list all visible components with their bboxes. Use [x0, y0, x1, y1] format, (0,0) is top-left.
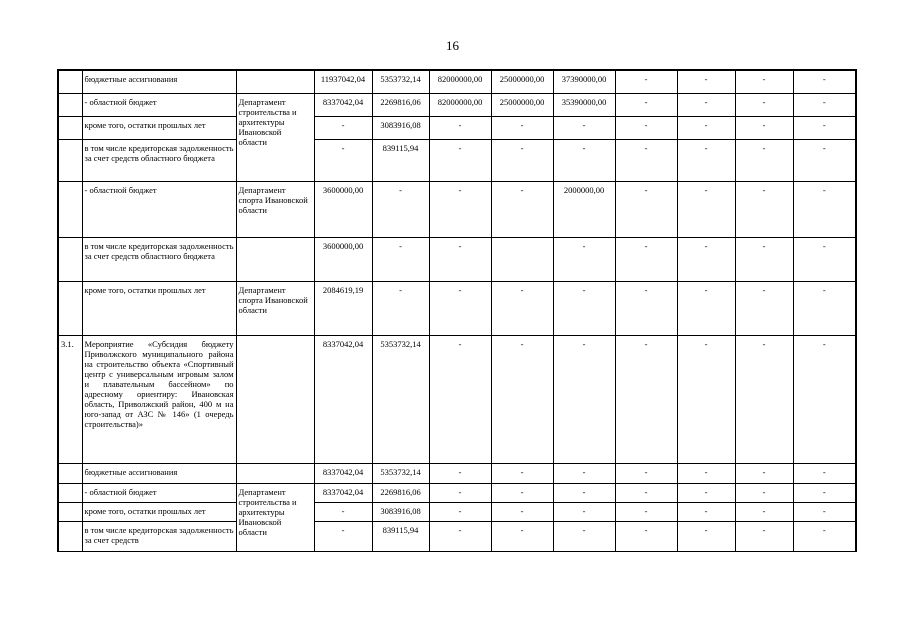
- amount-2025-cell: -: [677, 335, 735, 463]
- amount-2025-cell: -: [677, 281, 735, 335]
- table-row: [58, 463, 856, 483]
- amount-2027-cell: -: [793, 181, 856, 237]
- amount-2020-cell: 3083916,08: [372, 502, 429, 521]
- amount-2020-cell: -: [372, 237, 429, 281]
- amount-2021-cell: -: [429, 139, 491, 181]
- row-index: [58, 139, 82, 181]
- table-row: [58, 335, 856, 463]
- row-index: [58, 483, 82, 502]
- row-index: [58, 181, 82, 237]
- table-row: [58, 116, 856, 139]
- row-label: - областной бюджет: [82, 181, 236, 237]
- amount-2023-cell: -: [553, 463, 615, 483]
- amount-2026-cell: -: [735, 116, 793, 139]
- table-row: [58, 237, 856, 281]
- amount-2024-cell: -: [615, 237, 677, 281]
- amount-2022-cell: 25000000,00: [491, 93, 553, 116]
- amount-2025-cell: -: [677, 139, 735, 181]
- row-label: кроме того, остатки прошлых лет: [82, 281, 236, 335]
- amount-2022-cell: -: [491, 502, 553, 521]
- amount-2019-cell: -: [314, 521, 372, 551]
- row-index: [58, 93, 82, 116]
- amount-2025-cell: -: [677, 483, 735, 502]
- amount-2020-cell: 839115,94: [372, 139, 429, 181]
- amount-2022-cell: -: [491, 116, 553, 139]
- amount-2026-cell: -: [735, 237, 793, 281]
- row-label: в том числе кредиторская задолженность за счет средств: [82, 521, 236, 551]
- row-index: [58, 281, 82, 335]
- amount-2021-cell: 82000000,00: [429, 70, 491, 93]
- amount-2021-cell: -: [429, 502, 491, 521]
- amount-2027-cell: -: [793, 281, 856, 335]
- responsible-department-empty: [236, 463, 314, 483]
- amount-2020-cell: 5353732,14: [372, 335, 429, 463]
- amount-2027-cell: -: [793, 237, 856, 281]
- amount-2021-cell: -: [429, 181, 491, 237]
- amount-2027-cell: -: [793, 502, 856, 521]
- amount-2019-cell: 11937042,04: [314, 70, 372, 93]
- amount-2024-cell: -: [615, 70, 677, 93]
- amount-2027-cell: -: [793, 116, 856, 139]
- responsible-department-empty: [236, 70, 314, 93]
- amount-2026-cell: -: [735, 181, 793, 237]
- amount-2023-cell: -: [553, 139, 615, 181]
- row-index: 3.1.: [58, 335, 82, 463]
- amount-2021-cell: -: [429, 335, 491, 463]
- responsible-department-empty: [236, 237, 314, 281]
- amount-2026-cell: -: [735, 483, 793, 502]
- amount-2025-cell: -: [677, 502, 735, 521]
- amount-2024-cell: -: [615, 521, 677, 551]
- amount-2026-cell: -: [735, 335, 793, 463]
- amount-2027-cell: -: [793, 70, 856, 93]
- amount-2023-cell: 2000000,00: [553, 181, 615, 237]
- amount-2020-cell: 839115,94: [372, 521, 429, 551]
- amount-2023-cell: 37390000,00: [553, 70, 615, 93]
- responsible-department: Департамент строительства и архитектуры Ивановской области: [236, 483, 314, 551]
- amount-2025-cell: -: [677, 521, 735, 551]
- amount-2019-cell: 3600000,00: [314, 181, 372, 237]
- table-row: [58, 181, 856, 237]
- row-label: кроме того, остатки прошлых лет: [82, 502, 236, 521]
- table-row: [58, 502, 856, 521]
- table-row: [58, 139, 856, 181]
- amount-2019-cell: 3600000,00: [314, 237, 372, 281]
- row-label: в том числе кредиторская задолженность за счет средств областного бюджета: [82, 139, 236, 181]
- amount-2024-cell: -: [615, 502, 677, 521]
- amount-2024-cell: -: [615, 335, 677, 463]
- row-label: кроме того, остатки прошлых лет: [82, 116, 236, 139]
- amount-2025-cell: -: [677, 463, 735, 483]
- responsible-department-empty: [236, 335, 314, 463]
- amount-2021-cell: -: [429, 281, 491, 335]
- row-index: [58, 502, 82, 521]
- amount-2027-cell: -: [793, 483, 856, 502]
- row-index: [58, 237, 82, 281]
- amount-2022-cell: -: [491, 521, 553, 551]
- amount-2023-cell: -: [553, 502, 615, 521]
- amount-2025-cell: -: [677, 116, 735, 139]
- table-row: [58, 521, 856, 551]
- amount-2024-cell: -: [615, 181, 677, 237]
- amount-2024-cell: -: [615, 116, 677, 139]
- amount-2020-cell: 2269816,06: [372, 93, 429, 116]
- row-index: [58, 116, 82, 139]
- row-index: [58, 521, 82, 551]
- amount-2019-cell: -: [314, 116, 372, 139]
- amount-2021-cell: -: [429, 116, 491, 139]
- responsible-department: Департамент строительства и архитектуры Ивановской области: [236, 93, 314, 181]
- amount-2025-cell: -: [677, 70, 735, 93]
- amount-2023-cell: -: [553, 281, 615, 335]
- amount-2019-cell: -: [314, 502, 372, 521]
- amount-2024-cell: -: [615, 483, 677, 502]
- amount-2023-cell: -: [553, 521, 615, 551]
- amount-2021-cell: -: [429, 237, 491, 281]
- row-label: бюджетные ассигнования: [82, 463, 236, 483]
- amount-2027-cell: -: [793, 335, 856, 463]
- amount-2019-cell: 8337042,04: [314, 463, 372, 483]
- amount-2024-cell: -: [615, 139, 677, 181]
- amount-2022-cell: -: [491, 463, 553, 483]
- amount-2020-cell: 2269816,06: [372, 483, 429, 502]
- row-label: Мероприятие «Субсидия бюджету Приволжского муниципального района на строительство объекта «Спортивный центр с универсальным игровым залом и плавательным бассейном» по адресному ориентиру: Ивановская область, Приволжский район, 400 м на юго-запад от АЗС № 146» (1 очередь строительства)»: [82, 335, 236, 463]
- amount-2021-cell: -: [429, 521, 491, 551]
- amount-2021-cell: -: [429, 483, 491, 502]
- row-label: - областной бюджет: [82, 483, 236, 502]
- table-row: [58, 483, 856, 502]
- amount-2019-cell: 2084619,19: [314, 281, 372, 335]
- amount-2023-cell: 35390000,00: [553, 93, 615, 116]
- amount-2024-cell: -: [615, 463, 677, 483]
- amount-2027-cell: -: [793, 139, 856, 181]
- amount-2020-cell: -: [372, 181, 429, 237]
- amount-2026-cell: -: [735, 521, 793, 551]
- budget-table: [57, 69, 857, 552]
- amount-2024-cell: -: [615, 93, 677, 116]
- amount-2027-cell: -: [793, 93, 856, 116]
- amount-2022-cell: -: [491, 281, 553, 335]
- responsible-department: Департамент спорта Ивановской области: [236, 281, 314, 335]
- amount-2019-cell: 8337042,04: [314, 335, 372, 463]
- row-label: бюджетные ассигнования: [82, 70, 236, 93]
- row-label: - областной бюджет: [82, 93, 236, 116]
- amount-2027-cell: -: [793, 463, 856, 483]
- amount-2022-cell: 25000000,00: [491, 70, 553, 93]
- amount-2026-cell: -: [735, 502, 793, 521]
- table-body: [58, 70, 856, 551]
- amount-2020-cell: -: [372, 281, 429, 335]
- amount-2020-cell: 3083916,08: [372, 116, 429, 139]
- amount-2023-cell: -: [553, 116, 615, 139]
- amount-2021-cell: -: [429, 463, 491, 483]
- amount-2022-cell: [491, 237, 553, 281]
- amount-2025-cell: -: [677, 237, 735, 281]
- amount-2021-cell: 82000000,00: [429, 93, 491, 116]
- amount-2022-cell: -: [491, 483, 553, 502]
- amount-2023-cell: -: [553, 335, 615, 463]
- amount-2022-cell: -: [491, 335, 553, 463]
- responsible-department: Департамент спорта Ивановской области: [236, 181, 314, 237]
- amount-2019-cell: 8337042,04: [314, 483, 372, 502]
- amount-2027-cell: -: [793, 521, 856, 551]
- amount-2025-cell: -: [677, 181, 735, 237]
- table-row: [58, 93, 856, 116]
- amount-2022-cell: -: [491, 181, 553, 237]
- amount-2019-cell: 8337042,04: [314, 93, 372, 116]
- row-index: [58, 70, 82, 93]
- amount-2026-cell: -: [735, 463, 793, 483]
- amount-2020-cell: 5353732,14: [372, 70, 429, 93]
- amount-2026-cell: -: [735, 93, 793, 116]
- page-number: 16: [446, 38, 459, 53]
- amount-2023-cell: -: [553, 483, 615, 502]
- amount-2022-cell: -: [491, 139, 553, 181]
- row-index: [58, 463, 82, 483]
- table-row: [58, 70, 856, 93]
- amount-2026-cell: -: [735, 281, 793, 335]
- row-label: в том числе кредиторская задолженность за счет средств областного бюджета: [82, 237, 236, 281]
- amount-2026-cell: -: [735, 139, 793, 181]
- table-row: [58, 281, 856, 335]
- amount-2020-cell: 5353732,14: [372, 463, 429, 483]
- amount-2025-cell: -: [677, 93, 735, 116]
- amount-2026-cell: -: [735, 70, 793, 93]
- amount-2023-cell: -: [553, 237, 615, 281]
- amount-2024-cell: -: [615, 281, 677, 335]
- amount-2019-cell: -: [314, 139, 372, 181]
